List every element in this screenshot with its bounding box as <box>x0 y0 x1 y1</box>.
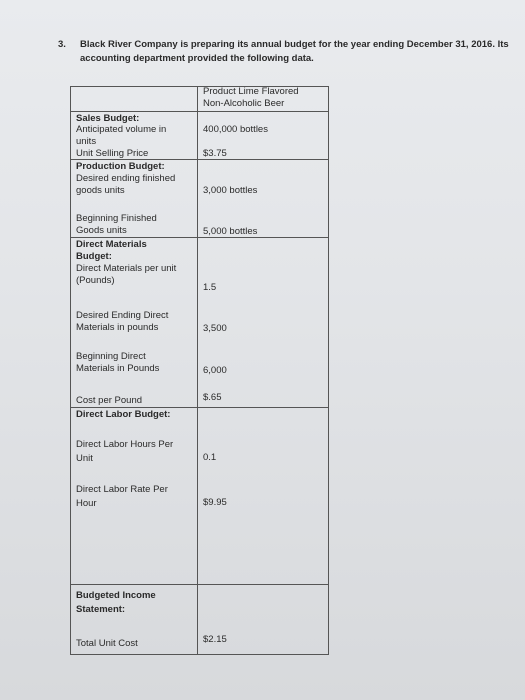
direct-labor-heading: Direct Labor Budget: <box>76 409 171 420</box>
total-unit-cost-label: Total Unit Cost <box>76 638 138 649</box>
beginning-finished-label-1: Beginning Finished <box>76 213 157 224</box>
dl-rate-value: $9.95 <box>203 497 227 508</box>
anticipated-volume-label-2: units <box>76 136 97 147</box>
row-divider <box>71 237 328 238</box>
desired-ending-finished-label-1: Desired ending finished <box>76 173 176 184</box>
column-header-line-2: Non-Alcoholic Beer <box>203 98 285 109</box>
column-divider <box>197 87 198 654</box>
beginning-dm-label-2: Materials in Pounds <box>76 363 160 374</box>
total-unit-cost-value: $2.15 <box>203 634 227 645</box>
budget-data-table <box>70 86 329 655</box>
dl-hours-label-2: Unit <box>76 453 93 464</box>
anticipated-volume-label-1: Anticipated volume in <box>76 124 167 135</box>
desired-ending-finished-value: 3,000 bottles <box>203 185 258 196</box>
cost-per-pound-value: $.65 <box>203 392 222 403</box>
dl-hours-label-1: Direct Labor Hours Per <box>76 439 174 450</box>
beginning-finished-value: 5,000 bottles <box>203 226 258 237</box>
problem-text-line-2: accounting department provided the following data. <box>80 53 314 64</box>
dm-per-unit-label-2: (Pounds) <box>76 275 115 286</box>
production-budget-heading: Production Budget: <box>76 161 165 172</box>
problem-text-line-1: Black River Company is preparing its annual budget for the year ending December 31, 2016. Its <box>80 39 509 50</box>
desired-ending-dm-label-1: Desired Ending Direct <box>76 310 169 321</box>
row-divider <box>71 111 328 112</box>
column-header-line-1: Product Lime Flavored <box>203 86 299 97</box>
beginning-dm-value: 6,000 <box>203 365 227 376</box>
dl-hours-value: 0.1 <box>203 452 217 463</box>
direct-materials-heading-2: Budget: <box>76 251 112 262</box>
dl-rate-label-2: Hour <box>76 498 97 509</box>
beginning-finished-label-2: Goods units <box>76 225 127 236</box>
unit-selling-price-label: Unit Selling Price <box>76 148 149 159</box>
unit-selling-price-value: $3.75 <box>203 148 227 159</box>
anticipated-volume-value: 400,000 bottles <box>203 124 268 135</box>
sales-budget-heading: Sales Budget: <box>76 113 140 124</box>
desired-ending-dm-label-2: Materials in pounds <box>76 322 159 333</box>
beginning-dm-label-1: Beginning Direct <box>76 351 146 362</box>
dl-rate-label-1: Direct Labor Rate Per <box>76 484 168 495</box>
dm-per-unit-label-1: Direct Materials per unit <box>76 263 177 274</box>
budgeted-income-heading-1: Budgeted Income <box>76 590 156 601</box>
row-divider <box>71 407 328 408</box>
budgeted-income-heading-2: Statement: <box>76 604 126 615</box>
desired-ending-finished-label-2: goods units <box>76 185 125 196</box>
desired-ending-dm-value: 3,500 <box>203 323 227 334</box>
row-divider <box>71 584 328 585</box>
direct-materials-heading-1: Direct Materials <box>76 239 147 250</box>
cost-per-pound-label: Cost per Pound <box>76 395 143 406</box>
dm-per-unit-value: 1.5 <box>203 282 217 293</box>
problem-number: 3. <box>58 39 66 50</box>
